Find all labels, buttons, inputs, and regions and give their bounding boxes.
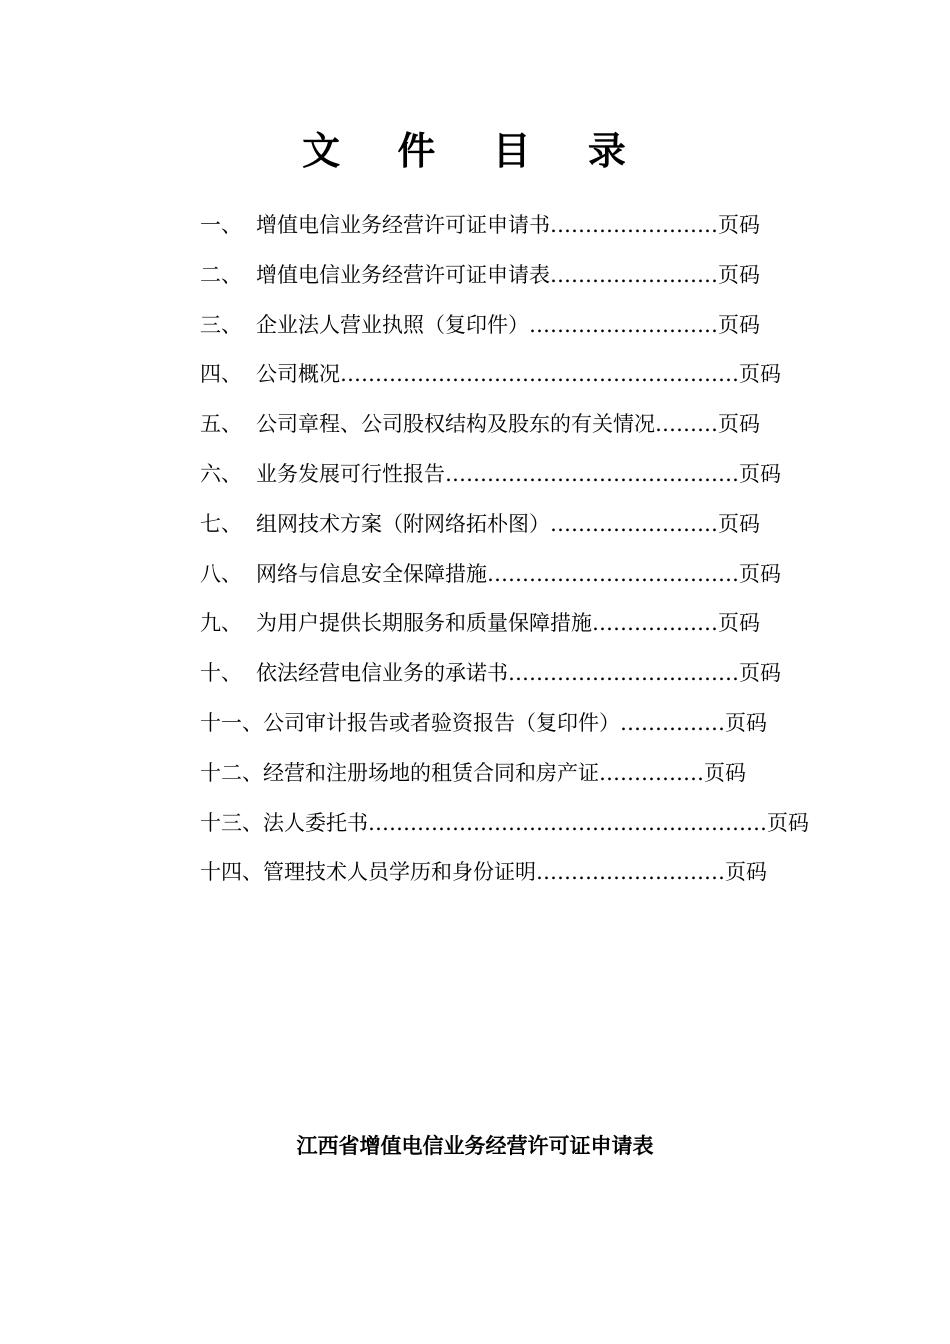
toc-item-leader: ……………………: [550, 511, 718, 536]
toc-item-page: 页码: [725, 860, 767, 885]
toc-item-page: 页码: [718, 511, 760, 536]
toc-item-title: 为用户提供长期服务和质量保障措施: [256, 611, 592, 636]
toc-item: [200, 404, 820, 454]
toc-item: [200, 305, 820, 355]
toc-item-leader: …………………………………………………: [340, 362, 739, 387]
toc-item-title: 公司审计报告或者验资报告（复印件）: [263, 710, 620, 735]
toc-item: [200, 454, 820, 504]
toc-item-number: 十一、: [200, 710, 263, 735]
toc-item: [200, 852, 820, 902]
toc-item-page: 页码: [739, 461, 781, 486]
toc-item-title: 增值电信业务经营许可证申请书: [256, 213, 550, 237]
form-title: 江西省增值电信业务经营许可证申请表: [296, 1133, 654, 1158]
toc-item-leader: ………………………………: [487, 561, 739, 586]
toc-item-page: 页码: [718, 262, 760, 287]
toc-item-leader: ……………………………: [508, 661, 739, 686]
toc-item-title: 增值电信业务经营许可证申请表: [256, 262, 550, 287]
toc-item-title: 企业法人营业执照（复印件）: [256, 312, 529, 337]
toc-item-leader: ………………………: [536, 860, 725, 885]
toc-item-number: 五、: [200, 412, 242, 437]
toc-item: [200, 255, 820, 305]
toc-item-page: 页码: [718, 611, 760, 636]
toc-item: [200, 554, 820, 604]
toc-item-page: 页码: [739, 661, 781, 686]
toc-item: [200, 703, 820, 753]
toc-item-number: 八、: [200, 561, 242, 586]
toc-item-page: 页码: [739, 362, 781, 387]
toc-item-number: 十三、: [200, 810, 263, 835]
toc-item-title: 组网技术方案（附网络拓朴图）: [256, 511, 550, 536]
toc-item-leader: ………………: [592, 611, 718, 636]
toc-item-page: 页码: [718, 213, 760, 237]
toc-item-leader: ……………………: [550, 262, 718, 287]
toc-item-title: 管理技术人员学历和身份证明: [263, 860, 536, 885]
toc-item-number: 十二、: [200, 760, 263, 785]
page-title: 文 件 目 录: [302, 128, 648, 173]
toc-item-page: 页码: [718, 312, 760, 337]
toc-item-leader: ……………: [620, 710, 725, 735]
toc-item-page: 页码: [704, 760, 746, 785]
toc-item-title: 业务发展可行性报告: [256, 461, 445, 486]
table-of-contents: [200, 205, 820, 902]
toc-item-number: 四、: [200, 362, 242, 387]
toc-item-leader: …………………………………………………: [368, 810, 767, 835]
toc-item: [200, 504, 820, 554]
toc-item-title: 公司章程、公司股权结构及股东的有关情况: [256, 412, 655, 437]
toc-item-number: 六、: [200, 461, 242, 486]
toc-item: [200, 803, 820, 853]
toc-item: [200, 753, 820, 803]
toc-item-title: 经营和注册场地的租赁合同和房产证: [263, 760, 599, 785]
toc-item: [200, 653, 820, 703]
toc-item-number: 二、: [200, 262, 242, 287]
toc-item-leader: ……………………: [550, 213, 718, 237]
toc-item-title: 网络与信息安全保障措施: [256, 561, 487, 586]
toc-item-leader: ……………: [599, 760, 704, 785]
toc-item-page: 页码: [767, 810, 809, 835]
toc-item-leader: ………: [655, 412, 718, 437]
toc-item-leader: ……………………………………: [445, 461, 739, 486]
toc-item-leader: ………………………: [529, 312, 718, 337]
toc-item-number: 十四、: [200, 860, 263, 885]
toc-item-title: 法人委托书: [263, 810, 368, 835]
toc-item-page: 页码: [718, 412, 760, 437]
toc-item-title: 公司概况: [256, 362, 340, 387]
toc-item-number: 三、: [200, 312, 242, 337]
toc-item: [200, 354, 820, 404]
toc-item-page: 页码: [739, 561, 781, 586]
toc-item-number: 一、: [200, 213, 242, 237]
toc-item-number: 九、: [200, 611, 242, 636]
toc-item: [200, 205, 820, 255]
toc-item-title: 依法经营电信业务的承诺书: [256, 661, 508, 686]
toc-item-number: 十、: [200, 661, 242, 686]
toc-item-page: 页码: [725, 710, 767, 735]
toc-item-number: 七、: [200, 511, 242, 536]
toc-item: [200, 603, 820, 653]
